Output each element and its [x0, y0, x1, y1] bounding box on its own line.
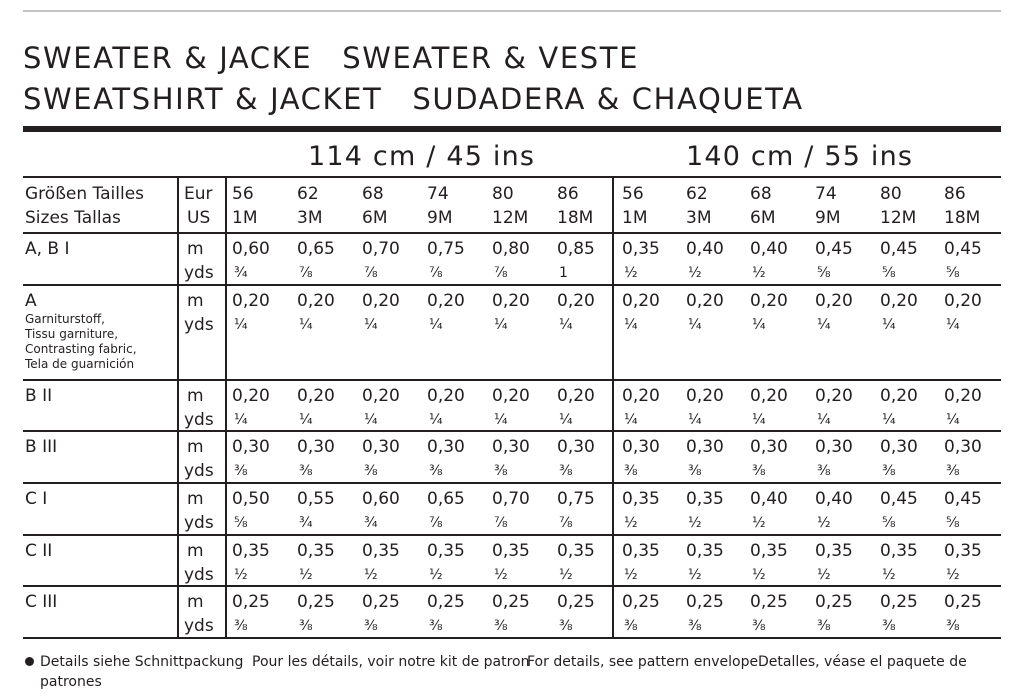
row-label: B II [25, 386, 53, 406]
yards-value: ¼ [817, 317, 831, 333]
meters-value: 0,35 [622, 541, 660, 561]
eur-size: 80 [492, 184, 514, 204]
us-size: 9M [815, 208, 841, 228]
meters-value: 0,60 [232, 239, 270, 259]
table-rule [23, 232, 1001, 234]
row-label: C II [25, 541, 53, 561]
meters-value: 0,35 [492, 541, 530, 561]
unit-yds: yds [184, 315, 214, 335]
us-size: 1M [622, 208, 648, 228]
title-en: SWEATSHIRT & JACKET [23, 82, 383, 116]
meters-value: 0,35 [232, 541, 270, 561]
meters-value: 0,20 [492, 386, 530, 406]
size-label: Größen Tailles [25, 184, 145, 204]
yards-value: ¼ [234, 317, 248, 333]
meters-value: 0,35 [750, 541, 788, 561]
yards-value: ⅜ [429, 463, 443, 479]
row-sublabel: Tissu garniture, [25, 327, 119, 341]
unit-eur: Eur [184, 184, 213, 204]
meters-value: 0,55 [297, 489, 335, 509]
meters-value: 0,30 [557, 437, 595, 457]
yards-value: ⅝ [946, 265, 960, 281]
meters-value: 0,20 [492, 291, 530, 311]
eur-size: 74 [427, 184, 449, 204]
yards-value: ⅜ [559, 618, 573, 634]
yards-value: ¼ [559, 412, 573, 428]
row-sublabel: Tela de guarnición [25, 357, 135, 371]
yards-value: ¼ [882, 317, 896, 333]
meters-value: 0,20 [232, 386, 270, 406]
yards-value: ⅝ [817, 265, 831, 281]
meters-value: 0,35 [297, 541, 335, 561]
row-label: C I [25, 489, 48, 509]
yards-value: ⅜ [364, 618, 378, 634]
column-divider [612, 177, 614, 637]
unit-yds: yds [184, 410, 214, 430]
meters-value: 0,25 [622, 592, 660, 612]
meters-value: 0,35 [622, 489, 660, 509]
eur-size: 86 [944, 184, 966, 204]
yards-value: ¼ [946, 317, 960, 333]
meters-value: 0,20 [362, 386, 400, 406]
meters-value: 0,25 [297, 592, 335, 612]
yards-value: ¼ [624, 317, 638, 333]
yards-value: ⅞ [559, 515, 573, 531]
us-size: 9M [427, 208, 453, 228]
yards-value: ½ [429, 567, 443, 583]
yards-value: ½ [299, 567, 313, 583]
meters-value: 0,60 [362, 489, 400, 509]
yards-value: ⅜ [946, 463, 960, 479]
meters-value: 0,35 [815, 541, 853, 561]
yards-value: ½ [688, 265, 702, 281]
meters-value: 0,75 [427, 239, 465, 259]
top-rule [23, 10, 1001, 12]
us-size: 12M [492, 208, 529, 228]
meters-value: 0,20 [427, 291, 465, 311]
meters-value: 0,45 [815, 239, 853, 259]
us-size: 18M [944, 208, 981, 228]
meters-value: 0,20 [750, 386, 788, 406]
yards-value: ⅜ [882, 463, 896, 479]
row-sublabel: Contrasting fabric, [25, 342, 137, 356]
yards-value: ½ [817, 567, 831, 583]
meters-value: 0,35 [686, 541, 724, 561]
yards-value: ⅜ [494, 618, 508, 634]
yards-value: ¼ [946, 412, 960, 428]
yards-value: ¼ [688, 317, 702, 333]
yards-value: ¾ [364, 515, 378, 531]
meters-value: 0,20 [815, 386, 853, 406]
meters-value: 0,20 [622, 386, 660, 406]
table-rule [23, 585, 1001, 587]
yards-value: ¼ [752, 317, 766, 333]
meters-value: 0,30 [686, 437, 724, 457]
yards-value: ¾ [234, 265, 248, 281]
yards-value: ¼ [559, 317, 573, 333]
yards-value: ⅜ [752, 463, 766, 479]
yards-value: ½ [234, 567, 248, 583]
meters-value: 0,20 [427, 386, 465, 406]
unit-yds: yds [184, 565, 214, 585]
meters-value: 0,70 [492, 489, 530, 509]
meters-value: 0,45 [880, 489, 918, 509]
table-rule [23, 176, 1001, 178]
yards-value: ⅞ [494, 265, 508, 281]
meters-value: 0,35 [622, 239, 660, 259]
yards-value: ⅜ [882, 618, 896, 634]
meters-value: 0,20 [232, 291, 270, 311]
title-line-1 [23, 41, 640, 75]
meters-value: 0,45 [880, 239, 918, 259]
yards-value: ¼ [494, 317, 508, 333]
footer-en: For details, see pattern envelope [527, 654, 759, 670]
bullet-icon [25, 657, 34, 666]
row-label: A [25, 291, 37, 311]
meters-value: 0,30 [815, 437, 853, 457]
fabric-width-114: 114 cm / 45 ins [308, 141, 536, 172]
meters-value: 0,65 [427, 489, 465, 509]
yards-value: ⅜ [299, 463, 313, 479]
yards-value: ¾ [299, 515, 313, 531]
row-label: A, B I [25, 239, 70, 259]
meters-value: 0,75 [557, 489, 595, 509]
meters-value: 0,20 [557, 386, 595, 406]
us-size: 1M [232, 208, 258, 228]
meters-value: 0,25 [427, 592, 465, 612]
meters-value: 0,30 [880, 437, 918, 457]
yards-value: ⅞ [429, 265, 443, 281]
meters-value: 0,25 [815, 592, 853, 612]
unit-m: m [187, 291, 204, 311]
yards-value: ½ [817, 515, 831, 531]
eur-size: 62 [297, 184, 319, 204]
table-rule [23, 284, 1001, 286]
meters-value: 0,35 [427, 541, 465, 561]
meters-value: 0,25 [880, 592, 918, 612]
eur-size: 62 [686, 184, 708, 204]
yards-value: ⅜ [364, 463, 378, 479]
row-label: C III [25, 592, 58, 612]
meters-value: 0,30 [362, 437, 400, 457]
yards-value: ⅞ [364, 265, 378, 281]
title-fr: SWEATER & VESTE [342, 41, 640, 75]
table-rule [23, 482, 1001, 484]
meters-value: 0,20 [944, 386, 982, 406]
eur-size: 68 [362, 184, 384, 204]
yards-value: ¼ [882, 412, 896, 428]
meters-value: 0,30 [944, 437, 982, 457]
yards-value: ⅝ [946, 515, 960, 531]
yards-value: ¼ [688, 412, 702, 428]
title-rule [23, 126, 1001, 132]
yards-value: ⅜ [234, 618, 248, 634]
eur-size: 86 [557, 184, 579, 204]
yards-value: ⅜ [752, 618, 766, 634]
meters-value: 0,20 [880, 291, 918, 311]
yards-value: ¼ [494, 412, 508, 428]
meters-value: 0,20 [750, 291, 788, 311]
meters-value: 0,25 [686, 592, 724, 612]
yards-value: ½ [752, 265, 766, 281]
yards-value: ⅝ [882, 515, 896, 531]
unit-m: m [187, 386, 204, 406]
unit-m: m [187, 437, 204, 457]
meters-value: 0,20 [297, 386, 335, 406]
unit-m: m [187, 541, 204, 561]
meters-value: 0,35 [686, 489, 724, 509]
unit-m: m [187, 489, 204, 509]
yards-value: ¼ [429, 317, 443, 333]
meters-value: 0,45 [944, 239, 982, 259]
unit-yds: yds [184, 263, 214, 283]
yards-value: ½ [624, 515, 638, 531]
eur-size: 68 [750, 184, 772, 204]
meters-value: 0,35 [557, 541, 595, 561]
yards-value: ¼ [299, 412, 313, 428]
meters-value: 0,80 [492, 239, 530, 259]
column-divider [177, 177, 179, 637]
yards-value: ¼ [429, 412, 443, 428]
yards-value: ⅜ [624, 463, 638, 479]
yards-value: ⅞ [494, 515, 508, 531]
yards-value: ⅜ [688, 618, 702, 634]
unit-yds: yds [184, 616, 214, 636]
unit-yds: yds [184, 461, 214, 481]
meters-value: 0,20 [557, 291, 595, 311]
meters-value: 0,20 [297, 291, 335, 311]
yards-value: ⅜ [429, 618, 443, 634]
footer-es: Detalles, véase el paquete de [758, 654, 967, 670]
meters-value: 0,20 [880, 386, 918, 406]
meters-value: 0,20 [815, 291, 853, 311]
yards-value: ½ [946, 567, 960, 583]
meters-value: 0,25 [557, 592, 595, 612]
yards-value: ½ [752, 567, 766, 583]
meters-value: 0,70 [362, 239, 400, 259]
meters-value: 0,50 [232, 489, 270, 509]
table-rule [23, 379, 1001, 381]
unit-m: m [187, 239, 204, 259]
yards-value: ⅝ [882, 265, 896, 281]
footer-es-continued: patrones [40, 674, 102, 690]
eur-size: 56 [232, 184, 254, 204]
meters-value: 0,40 [750, 239, 788, 259]
meters-value: 0,20 [622, 291, 660, 311]
yards-value: ⅜ [624, 618, 638, 634]
yards-value: ⅜ [817, 618, 831, 634]
meters-value: 0,20 [362, 291, 400, 311]
yards-value: ½ [752, 515, 766, 531]
fabric-width-140: 140 cm / 55 ins [686, 141, 914, 172]
yards-value: ½ [624, 265, 638, 281]
eur-size: 80 [880, 184, 902, 204]
meters-value: 0,20 [944, 291, 982, 311]
us-size: 3M [297, 208, 323, 228]
unit-yds: yds [184, 513, 214, 533]
meters-value: 0,25 [232, 592, 270, 612]
yards-value: ⅞ [429, 515, 443, 531]
title-es: SUDADERA & CHAQUETA [412, 82, 804, 116]
meters-value: 0,30 [750, 437, 788, 457]
yards-value: ⅞ [299, 265, 313, 281]
table-rule [23, 430, 1001, 432]
footer-fr: Pour les détails, voir notre kit de patron [252, 654, 530, 670]
us-size: 6M [750, 208, 776, 228]
yards-value: ⅜ [688, 463, 702, 479]
footer-de: Details siehe Schnittpackung [40, 654, 244, 670]
yards-value: ⅜ [494, 463, 508, 479]
meters-value: 0,25 [944, 592, 982, 612]
meters-value: 0,45 [944, 489, 982, 509]
meters-value: 0,25 [362, 592, 400, 612]
yards-value: ⅜ [559, 463, 573, 479]
yards-value: ½ [559, 567, 573, 583]
yards-value: ¼ [299, 317, 313, 333]
eur-size: 74 [815, 184, 837, 204]
row-label: B III [25, 437, 58, 457]
unit-m: m [187, 592, 204, 612]
yards-value: ¼ [624, 412, 638, 428]
yards-value: ⅝ [234, 515, 248, 531]
meters-value: 0,35 [944, 541, 982, 561]
yards-value: ½ [688, 567, 702, 583]
yards-value: ¼ [817, 412, 831, 428]
meters-value: 0,30 [427, 437, 465, 457]
yards-value: ⅜ [946, 618, 960, 634]
yards-value: ⅜ [299, 618, 313, 634]
meters-value: 0,40 [815, 489, 853, 509]
row-sublabel: Garniturstoff, [25, 312, 105, 326]
us-size: 6M [362, 208, 388, 228]
meters-value: 0,30 [622, 437, 660, 457]
meters-value: 0,40 [750, 489, 788, 509]
column-divider [225, 177, 227, 637]
meters-value: 0,40 [686, 239, 724, 259]
yards-value: ⅜ [234, 463, 248, 479]
meters-value: 0,30 [297, 437, 335, 457]
yards-value: ½ [494, 567, 508, 583]
meters-value: 0,25 [492, 592, 530, 612]
title-line-2 [23, 82, 804, 116]
table-rule [23, 534, 1001, 536]
meters-value: 0,35 [880, 541, 918, 561]
yards-value: ½ [688, 515, 702, 531]
yards-value: ½ [882, 567, 896, 583]
eur-size: 56 [622, 184, 644, 204]
yards-value: ½ [624, 567, 638, 583]
size-label: Sizes Tallas [25, 208, 121, 228]
meters-value: 0,65 [297, 239, 335, 259]
yards-value: ¼ [364, 317, 378, 333]
meters-value: 0,30 [492, 437, 530, 457]
yards-value: ¼ [752, 412, 766, 428]
yards-value: ¼ [234, 412, 248, 428]
meters-value: 0,85 [557, 239, 595, 259]
yards-value: ¼ [364, 412, 378, 428]
title-de: SWEATER & JACKE [23, 41, 313, 75]
meters-value: 0,20 [686, 386, 724, 406]
table-rule [23, 637, 1001, 639]
meters-value: 0,25 [750, 592, 788, 612]
yards-value: ½ [364, 567, 378, 583]
meters-value: 0,20 [686, 291, 724, 311]
us-size: 12M [880, 208, 917, 228]
meters-value: 0,35 [362, 541, 400, 561]
meters-value: 0,30 [232, 437, 270, 457]
us-size: 18M [557, 208, 594, 228]
unit-us: US [187, 208, 211, 228]
us-size: 3M [686, 208, 712, 228]
yards-value: 1 [559, 265, 568, 281]
yards-value: ⅜ [817, 463, 831, 479]
